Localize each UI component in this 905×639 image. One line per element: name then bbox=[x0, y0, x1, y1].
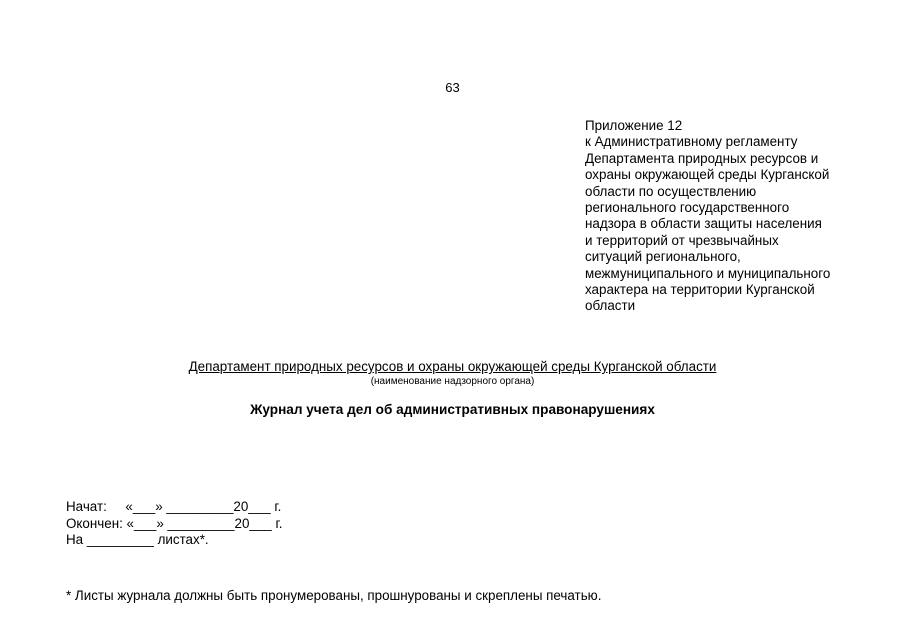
appendix-line: межмуниципального и муниципального bbox=[585, 265, 831, 281]
organization-name: Департамент природных ресурсов и охраны окружающей среды Курганской области bbox=[188, 359, 717, 374]
finished-field: Окончен: «___» _________20___ г. bbox=[66, 515, 283, 531]
appendix-line: ситуаций регионального, bbox=[585, 249, 741, 265]
page-number: 63 bbox=[445, 80, 460, 95]
appendix-line: регионального государственного bbox=[585, 200, 790, 216]
appendix-line: охраны окружающей среды Курганской bbox=[585, 167, 830, 183]
organization-caption: (наименование надзорного органа) bbox=[370, 376, 535, 387]
journal-title: Журнал учета дел об административных правонарушениях bbox=[250, 402, 655, 417]
appendix-line: области bbox=[585, 298, 636, 314]
footnote: * Листы журнала должны быть пронумерованы, прошнурованы и скреплены печатью. bbox=[66, 588, 602, 603]
appendix-line: Приложение 12 bbox=[585, 118, 683, 133]
appendix-line: области по осуществлению bbox=[585, 183, 757, 199]
appendix-block bbox=[585, 118, 885, 315]
started-field: Начат: «___» _________20___ г. bbox=[66, 499, 282, 514]
appendix-line: характера на территории Курганской bbox=[585, 282, 815, 298]
appendix-line: и территорий от чрезвычайных bbox=[585, 232, 779, 248]
journal-fields bbox=[66, 499, 282, 549]
sheets-field: На _________ листах*. bbox=[66, 532, 209, 547]
appendix-line: к Административному регламенту bbox=[585, 134, 798, 150]
appendix-line: Департамента природных ресурсов и bbox=[585, 150, 819, 166]
appendix-line: надзора в области защиты населения bbox=[585, 216, 822, 232]
